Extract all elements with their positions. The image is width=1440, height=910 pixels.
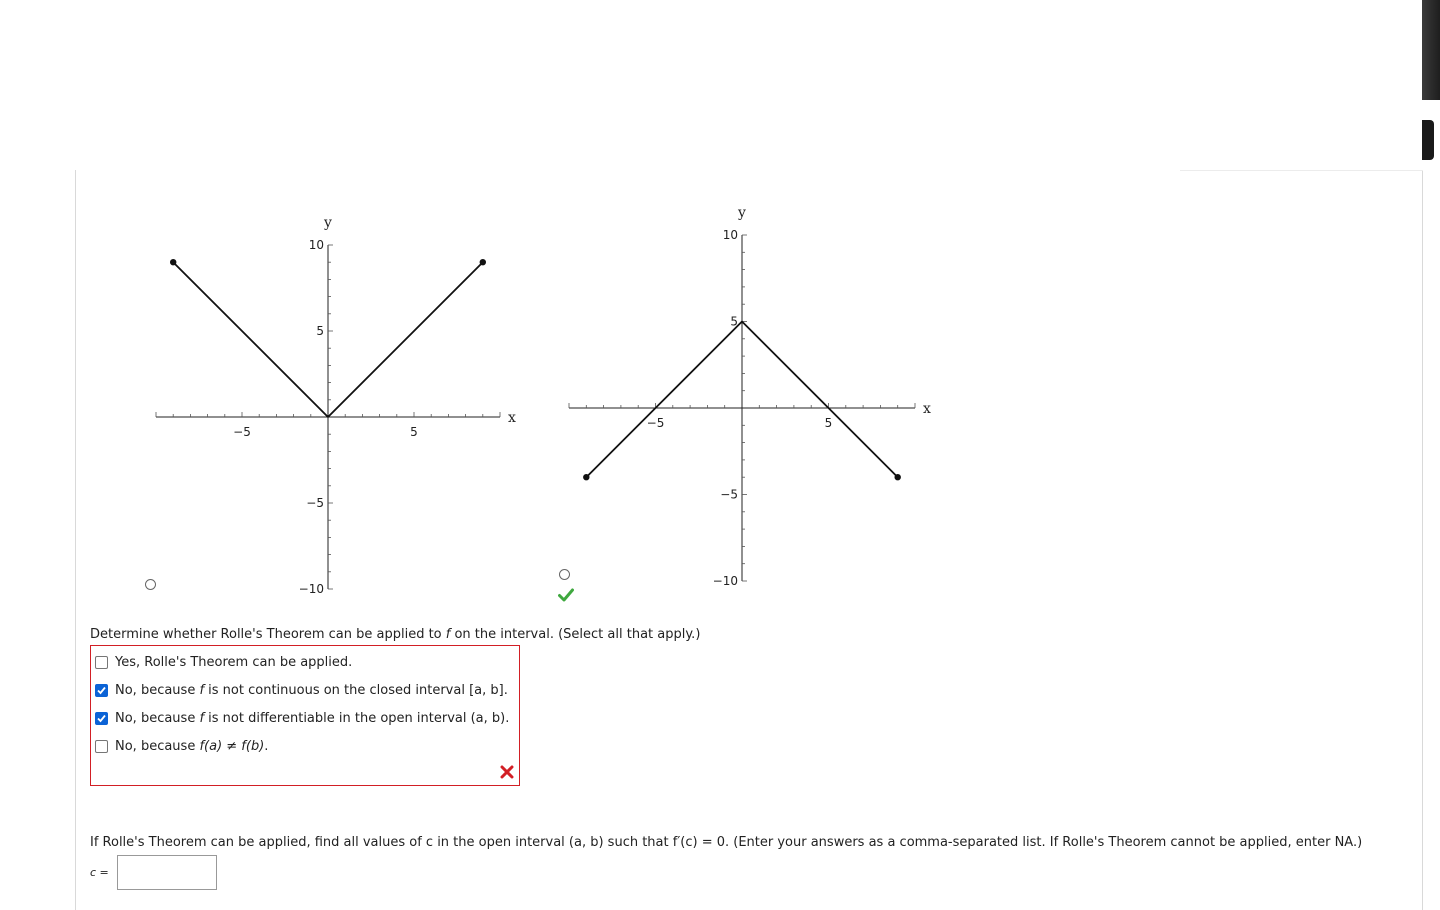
y-tick-label: −5 — [306, 496, 324, 510]
choice-yes-applicable[interactable] — [95, 654, 352, 670]
browser-edge-handle — [1422, 120, 1434, 160]
question-text: Determine whether Rolle's Theorem can be applied to f on the interval. (Select all that apply.) — [90, 627, 701, 642]
y-tick-label: −5 — [720, 487, 738, 502]
y-tick-label: −10 — [712, 574, 738, 588]
choice-2-checkbox[interactable] — [95, 684, 108, 697]
incorrect-x-icon — [500, 765, 514, 779]
x-tick-label: −5 — [233, 425, 251, 439]
choice-not-continuous[interactable] — [95, 682, 508, 698]
y-axis-label: y — [738, 205, 746, 221]
c-label: c = — [90, 866, 109, 879]
choice-not-differentiable[interactable] — [95, 710, 509, 726]
choice-3-label: No, because f is not differentiable in the open interval (a, b). — [115, 710, 510, 726]
graph-option-2-radio[interactable] — [559, 569, 570, 580]
x-axis-label: x — [508, 410, 516, 426]
y-tick-label: 5 — [316, 324, 324, 338]
choice-4-label: No, because f(a) ≠ f(b). — [115, 738, 269, 754]
choice-fa-not-equal-fb[interactable] — [95, 738, 268, 754]
endpoint-dot — [583, 474, 589, 480]
browser-edge-tab — [1422, 0, 1440, 100]
x-tick-label: 5 — [410, 425, 418, 439]
y-axis-label: y — [324, 215, 332, 231]
panel-divider — [1180, 170, 1423, 171]
choice-4-checkbox[interactable] — [95, 740, 108, 753]
y-tick-label: 10 — [722, 228, 738, 242]
choice-1-label: Yes, Rolle's Theorem can be applied. — [115, 654, 353, 670]
x-tick-label: −5 — [646, 416, 665, 430]
endpoint-dot — [895, 474, 901, 480]
c-answer-input[interactable] — [117, 855, 217, 890]
correct-check-icon — [558, 588, 574, 602]
graph-option-2 — [565, 205, 945, 588]
y-tick-label: 5 — [730, 314, 738, 329]
endpoint-dot — [480, 259, 486, 265]
x-axis-label: x — [923, 401, 931, 417]
y-tick-label: −10 — [298, 582, 324, 596]
endpoint-dot — [170, 259, 176, 265]
part2-instructions: If Rolle's Theorem can be applied, find all values of c in the open interval (a, b) such that f′(c) = 0. (Enter your answers as a comma-separated list. If Rolle's Theorem cannot be applied, enter NA.) — [90, 835, 1363, 850]
choices-box — [90, 645, 520, 786]
x-tick-label: 5 — [824, 416, 833, 430]
choice-1-checkbox[interactable] — [95, 656, 108, 669]
graph-option-1 — [150, 215, 530, 595]
choice-2-label: No, because f is not continuous on the closed interval [a, b]. — [115, 682, 508, 698]
choice-3-checkbox[interactable] — [95, 712, 108, 725]
graph-option-1-radio[interactable] — [145, 579, 156, 590]
y-tick-label: 10 — [308, 238, 324, 252]
